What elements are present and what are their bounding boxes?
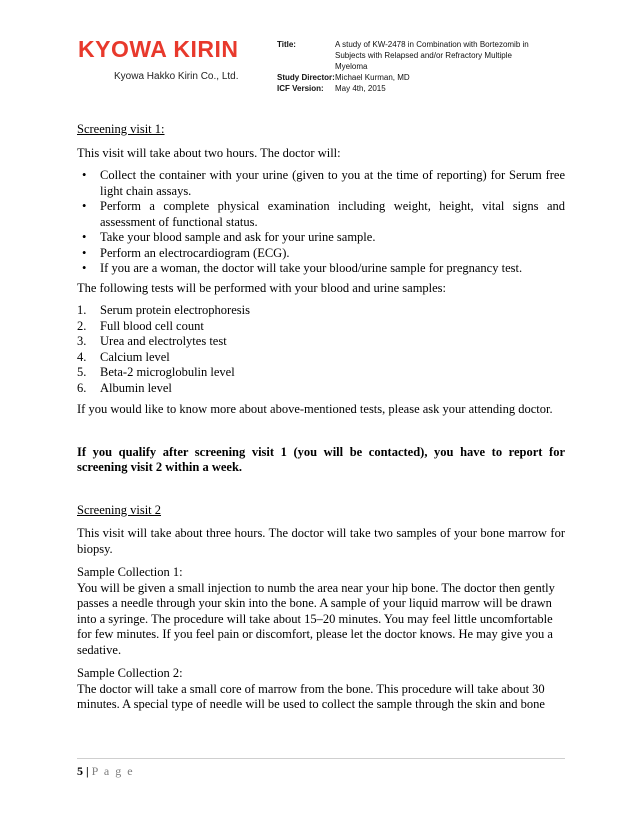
info-label: Study Director:: [277, 73, 335, 82]
bullet-icon: •: [82, 230, 87, 244]
list-number: 6.: [77, 380, 87, 395]
screening-visit-2-heading: Screening visit 2: [77, 502, 162, 517]
list-item-text: Full blood cell count: [100, 318, 204, 333]
company-name: Kyowa Hakko Kirin Co., Ltd.: [114, 71, 239, 82]
list-number: 2.: [77, 318, 87, 333]
list-item: [77, 230, 565, 246]
info-value: [335, 39, 545, 72]
list-item-text: Collect the container with your urine (given to you at the time of reporting) for Serum free light chain assays.: [100, 168, 565, 198]
logo-text: KYOWA KIRIN: [78, 36, 239, 62]
screening-1-bullet-list: [77, 168, 565, 277]
info-value-line: A study of KW-2478 in Combination with Bortezomib in: [335, 40, 529, 49]
sample-collection-1-text: You will be given a small injection to numb the area near your hip bone. The doctor then gently passes a needle through your skin into the bone. A sample of your liquid marrow will be drawn into a syringe. The procedure will take about 15–20 minutes. You may feel little uncomfortable for few minutes. If you feel pain or discomfort, please let the doctor knows. He may give you a sedative.: [77, 580, 555, 657]
list-item-text: Take your blood sample and ask for your urine sample.: [100, 230, 376, 244]
study-info-block: [277, 39, 545, 94]
list-item: [77, 261, 565, 277]
footer-divider: [77, 758, 565, 759]
list-item-text: If you are a woman, the doctor will take your blood/urine sample for pregnancy test.: [100, 261, 523, 275]
list-item-text: Albumin level: [100, 380, 172, 395]
info-row-title: [277, 39, 545, 72]
screening-visit-1-heading: Screening visit 1:: [77, 122, 165, 136]
info-value-line: Subjects with Relapsed and/or Refractory Multiple Myeloma: [335, 51, 512, 71]
info-row-director: [277, 72, 545, 83]
sample-collection-2-text: The doctor will take a small core of marrow from the bone. This procedure will take about 30 minutes. A special type of needle will be used to collect the sample through the skin and bone: [77, 681, 545, 711]
page-footer: [77, 764, 134, 779]
info-label: ICF Version:: [277, 84, 324, 93]
info-value: May 4th, 2015: [335, 84, 386, 93]
page-number: 5: [77, 764, 83, 778]
list-number: 3.: [77, 334, 87, 348]
list-number: 1.: [77, 303, 87, 317]
screening-visit-2-intro: This visit will take about three hours. The doctor will take two samples of your bone marrow for biopsy.: [77, 526, 565, 556]
qualify-notice: If you qualify after screening visit 1 (you will be contacted), you have to report for screening visit 2 within a week.: [77, 444, 565, 474]
list-item-text: Perform a complete physical examination including weight, height, vital signs and assessment of functional status.: [100, 199, 565, 229]
main-content: [77, 122, 565, 713]
list-item-text: Perform an electrocardiogram (ECG).: [100, 245, 290, 260]
list-number: 4.: [77, 349, 87, 364]
list-item-text: Calcium level: [100, 349, 170, 364]
list-item: [77, 246, 565, 262]
list-item-text: Beta-2 microglobulin level: [100, 365, 235, 379]
list-item: [77, 168, 565, 199]
list-item: [77, 199, 565, 230]
company-logo: [78, 36, 239, 82]
sample-collection-1-title: Sample Collection 1:: [77, 565, 183, 579]
info-row-version: [277, 83, 545, 94]
list-item: [77, 365, 565, 381]
screening-visit-1-intro: This visit will take about two hours. The doctor will:: [77, 145, 341, 160]
list-item: [77, 319, 565, 335]
list-item-text: Urea and electrolytes test: [100, 334, 227, 348]
bullet-icon: •: [82, 245, 87, 260]
page-word: P a g e: [91, 764, 135, 778]
tests-intro: The following tests will be performed with your blood and urine samples:: [77, 280, 447, 295]
footer-separator: |: [83, 764, 92, 778]
bullet-icon: •: [82, 168, 87, 182]
bullet-icon: •: [82, 261, 87, 275]
sample-collection-2-title: Sample Collection 2:: [77, 666, 183, 680]
info-label: Title:: [277, 40, 296, 49]
more-info-text: If you would like to know more about above-mentioned tests, please ask your attending doctor.: [77, 402, 553, 416]
info-value: Michael Kurman, MD: [335, 73, 410, 82]
list-item: [77, 381, 565, 397]
tests-numbered-list: [77, 303, 565, 396]
list-item-text: Serum protein electrophoresis: [100, 303, 250, 317]
bullet-icon: •: [82, 199, 87, 213]
list-item: [77, 350, 565, 366]
list-item: [77, 303, 565, 319]
list-item: [77, 334, 565, 350]
list-number: 5.: [77, 365, 87, 379]
